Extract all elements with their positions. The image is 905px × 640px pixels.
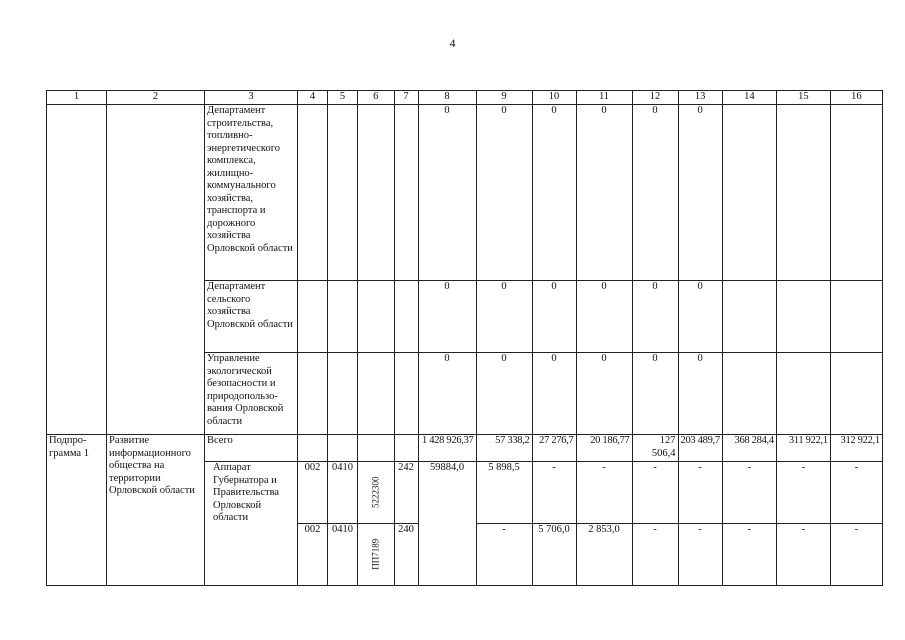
empty-cell	[830, 353, 882, 435]
total-value: 57 338,2	[476, 435, 532, 462]
column-header: 12	[632, 91, 678, 105]
code-cell: 242	[394, 462, 418, 524]
empty-cell	[47, 281, 107, 353]
value-cell: 0	[532, 105, 576, 281]
column-header: 9	[476, 91, 532, 105]
value-cell: -	[722, 462, 776, 524]
value-cell: 0	[632, 105, 678, 281]
empty-cell	[358, 105, 395, 281]
empty-cell	[394, 281, 418, 353]
value-cell: -	[830, 524, 882, 586]
empty-cell	[298, 435, 328, 462]
value-cell: -	[722, 524, 776, 586]
empty-cell	[328, 281, 358, 353]
empty-cell	[358, 281, 395, 353]
column-header: 13	[678, 91, 722, 105]
empty-cell	[298, 353, 328, 435]
value-cell: 0	[576, 281, 632, 353]
code-cell: 002	[298, 524, 328, 586]
subprogram-title: Развитие информационного общества на территории Орловской области	[107, 435, 205, 586]
column-header: 16	[830, 91, 882, 105]
column-header: 2	[107, 91, 205, 105]
value-cell: -	[576, 462, 632, 524]
total-value: 311 922,1	[776, 435, 830, 462]
empty-cell	[107, 281, 205, 353]
value-cell: -	[532, 462, 576, 524]
column-header: 8	[418, 91, 476, 105]
code-cell: 240	[394, 524, 418, 586]
table-row	[47, 281, 883, 353]
total-label: Всего	[205, 435, 298, 462]
empty-cell	[328, 435, 358, 462]
executor-name: Аппарат Губернатора и Правительства Орловской области	[205, 462, 298, 586]
value-cell: 0	[678, 353, 722, 435]
code-cell	[358, 462, 395, 524]
empty-cell	[830, 281, 882, 353]
budget-table	[46, 90, 883, 586]
value-cell: -	[678, 462, 722, 524]
executor-name: Управление экологической безопасности и природопользо-вания Орловской области	[205, 353, 298, 435]
code-vertical-text: ПП7189	[370, 538, 381, 570]
page-number: 4	[449, 36, 456, 50]
value-cell: -	[678, 524, 722, 586]
executor-name: Департамент сельского хозяйства Орловской области	[205, 281, 298, 353]
empty-cell	[298, 105, 328, 281]
empty-cell	[328, 353, 358, 435]
executor-name: Департамент строительства, топливно-энергетического комплекса, жилищно-коммунального хозяйства, транспорта и дорожного хозяйства Орловской области	[205, 105, 298, 281]
column-header: 1	[47, 91, 107, 105]
value-cell: 0	[418, 281, 476, 353]
total-value: 127 506,4	[632, 435, 678, 462]
value-cell: 0	[532, 353, 576, 435]
value-cell: -	[632, 524, 678, 586]
column-header-row	[47, 91, 883, 105]
value-cell: 0	[476, 105, 532, 281]
value-cell: 5 898,5	[476, 462, 532, 524]
column-header: 15	[776, 91, 830, 105]
total-value: 27 276,7	[532, 435, 576, 462]
total-value: 20 186,77	[576, 435, 632, 462]
total-value: 1 428 926,37	[418, 435, 476, 462]
column-header: 6	[358, 91, 395, 105]
value-cell: 5 706,0	[532, 524, 576, 586]
value-cell: 59884,0	[418, 462, 476, 586]
code-cell: 0410	[328, 524, 358, 586]
value-cell: 0	[678, 281, 722, 353]
empty-cell	[47, 105, 107, 281]
empty-cell	[722, 353, 776, 435]
empty-cell	[47, 353, 107, 435]
total-value: 312 922,1	[830, 435, 882, 462]
value-cell: 0	[476, 281, 532, 353]
value-cell: 0	[418, 353, 476, 435]
column-header: 7	[394, 91, 418, 105]
value-cell: 0	[678, 105, 722, 281]
value-cell: 0	[418, 105, 476, 281]
table-row	[47, 105, 883, 281]
value-cell: 0	[576, 353, 632, 435]
value-cell: 0	[476, 353, 532, 435]
code-cell	[358, 524, 395, 586]
empty-cell	[394, 435, 418, 462]
value-cell: 0	[576, 105, 632, 281]
subprogram-label: Подпро-грамма 1	[47, 435, 107, 586]
column-header: 4	[298, 91, 328, 105]
empty-cell	[328, 105, 358, 281]
empty-cell	[394, 105, 418, 281]
table-row	[47, 353, 883, 435]
column-header: 11	[576, 91, 632, 105]
value-cell: 0	[632, 353, 678, 435]
empty-cell	[298, 281, 328, 353]
value-cell: 0	[532, 281, 576, 353]
empty-cell	[776, 353, 830, 435]
value-cell: -	[776, 524, 830, 586]
code-vertical-text: 5222300	[370, 476, 381, 508]
empty-cell	[107, 105, 205, 281]
empty-cell	[107, 353, 205, 435]
code-cell: 002	[298, 462, 328, 524]
column-header: 5	[328, 91, 358, 105]
subprogram-total-row	[47, 435, 883, 462]
column-header: 10	[532, 91, 576, 105]
code-cell: 0410	[328, 462, 358, 524]
empty-cell	[830, 105, 882, 281]
value-cell: -	[830, 462, 882, 524]
empty-cell	[358, 435, 395, 462]
total-value: 368 284,4	[722, 435, 776, 462]
total-value: 203 489,7	[678, 435, 722, 462]
empty-cell	[722, 105, 776, 281]
value-cell: -	[632, 462, 678, 524]
value-cell: 0	[632, 281, 678, 353]
value-cell: 2 853,0	[576, 524, 632, 586]
empty-cell	[358, 353, 395, 435]
empty-cell	[394, 353, 418, 435]
value-cell: -	[776, 462, 830, 524]
empty-cell	[776, 281, 830, 353]
column-header: 3	[205, 91, 298, 105]
empty-cell	[776, 105, 830, 281]
value-cell: -	[476, 524, 532, 586]
column-header: 14	[722, 91, 776, 105]
empty-cell	[722, 281, 776, 353]
